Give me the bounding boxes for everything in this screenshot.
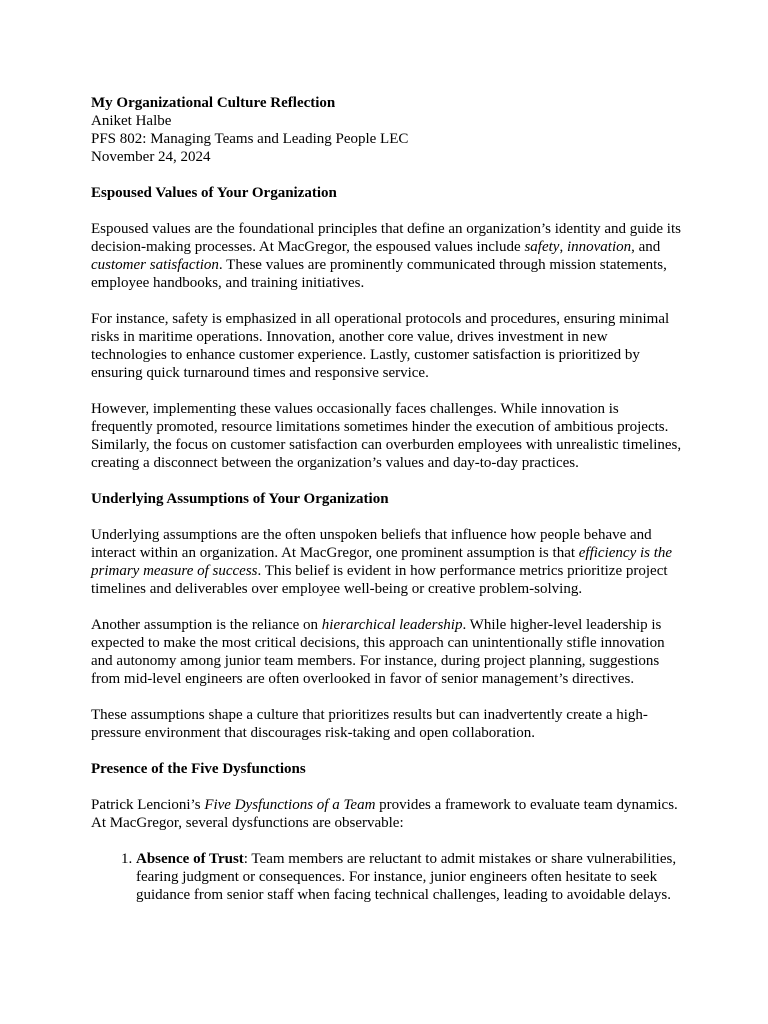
section-heading-espoused-values: Espoused Values of Your Organization [91, 185, 337, 201]
dysfunctions-list [91, 850, 683, 904]
document-title: My Organizational Culture Reflection [91, 95, 336, 111]
text-run: , and [631, 239, 661, 255]
author-name: Aniket Halbe [91, 113, 172, 129]
document-header [91, 94, 683, 166]
paragraph [91, 796, 683, 832]
italic-text: customer satisfaction [91, 257, 219, 273]
paragraph [91, 220, 683, 292]
text-run: . This belief is evident in how performance metrics prioritize project timelines and deliverables over employee well-being or creative problem-solving. [91, 563, 668, 597]
text-run: . These values are prominently communicated through mission statements, employee handbooks, and training initiatives. [91, 257, 667, 291]
paragraph [91, 526, 683, 598]
paragraph: For instance, safety is emphasized in all operational protocols and procedures, ensuring minimal risks in maritime operations. Innovation, another core value, drives investment in new technologies to enhance customer experience. Lastly, customer satisfaction is prioritized by ensuring quick turnaround times and responsive service. [91, 311, 670, 381]
section-heading-underlying-assumptions: Underlying Assumptions of Your Organization [91, 491, 389, 507]
list-item [136, 850, 683, 904]
italic-text: hierarchical leadership [321, 617, 463, 633]
paragraph [91, 616, 683, 688]
course-name: PFS 802: Managing Teams and Leading People LEC [91, 131, 409, 147]
italic-text: efficiency is the primary measure of success [91, 545, 673, 579]
italic-text: innovation [566, 239, 632, 255]
section-heading-five-dysfunctions: Presence of the Five Dysfunctions [91, 761, 306, 777]
list-item-term: Absence of Trust [136, 851, 244, 867]
text-run: Espoused values are the foundational principles that define an organization’s identity and guide its decision-making processes. At MacGregor, the espoused values include [91, 221, 681, 255]
text-run: Patrick Lencioni’s [91, 797, 205, 813]
text-run: . While higher-level leadership is expected to make the most critical decisions, this approach can unintentionally stifle innovation and autonomy among junior team members. For instance, during project planning, suggestions from mid-level engineers are often overlooked in favor of senior management’s directives. [91, 617, 665, 687]
list-item-text: : Team members are reluctant to admit mistakes or share vulnerabilities, fearing judgment or consequences. For instance, junior engineers often hesitate to seek guidance from senior staff when facing technical challenges, leading to avoidable delays. [136, 851, 677, 903]
text-run: , [559, 239, 567, 255]
paragraph: These assumptions shape a culture that prioritizes results but can inadvertently create a high-pressure environment that discourages risk-taking and open collaboration. [91, 707, 648, 741]
document-date: November 24, 2024 [91, 149, 211, 165]
text-run: Underlying assumptions are the often unspoken beliefs that influence how people behave and interact within an organization. At MacGregor, one prominent assumption is that [91, 527, 652, 561]
text-run: Another assumption is the reliance on [91, 617, 322, 633]
italic-text: Five Dysfunctions of a Team [204, 797, 376, 813]
paragraph: However, implementing these values occasionally faces challenges. While innovation is frequently promoted, resource limitations sometimes hinder the execution of ambitious projects. Similarly, the focus on customer satisfaction can overburden employees with unrealistic timelines, creating a disconnect between the organization’s values and day-to-day practices. [91, 401, 682, 471]
document-page [91, 94, 683, 904]
italic-text: safety [524, 239, 560, 255]
text-run: provides a framework to evaluate team dynamics. At MacGregor, several dysfunctions are observable: [91, 797, 678, 831]
